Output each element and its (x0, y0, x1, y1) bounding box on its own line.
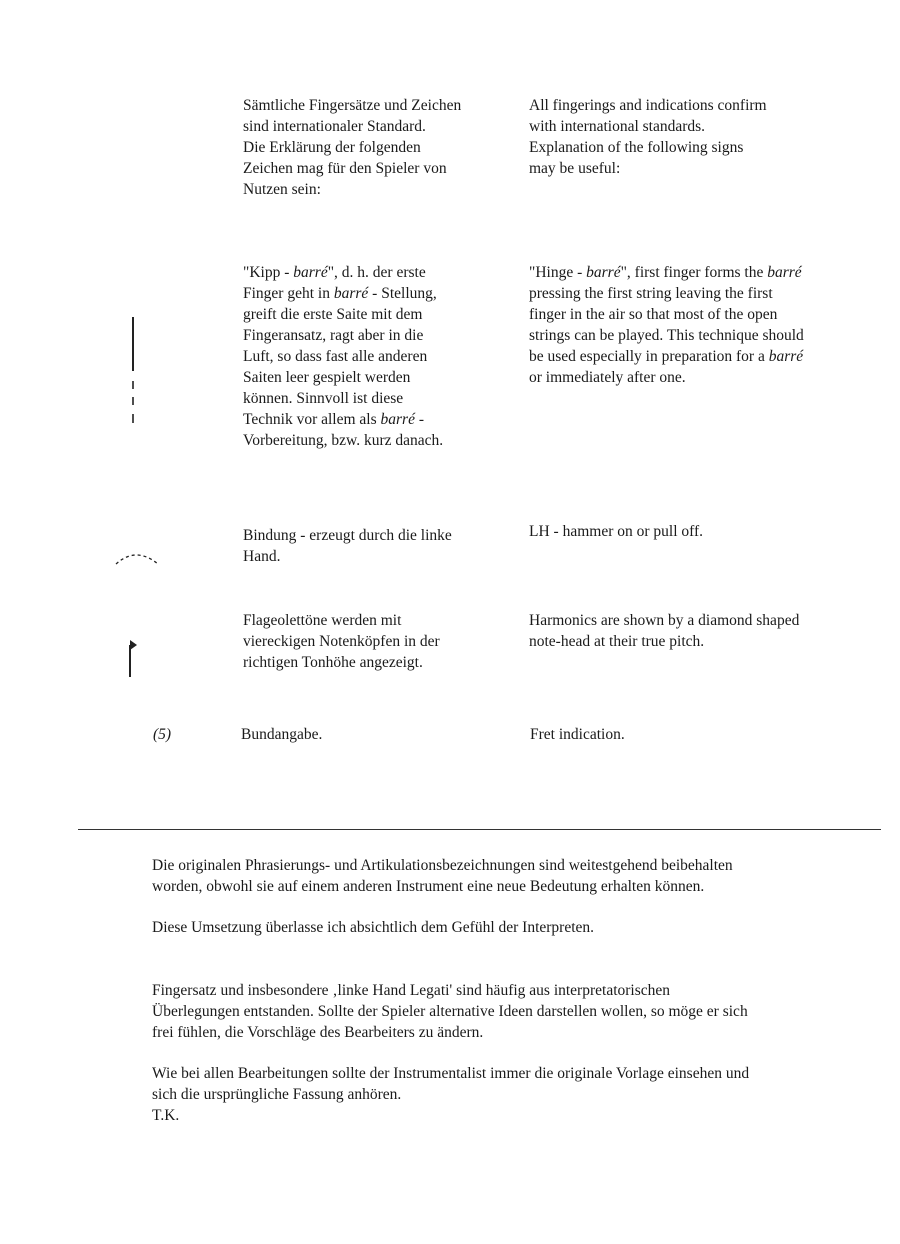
text-line: richtigen Tonhöhe angezeigt. (243, 654, 423, 671)
intro-english (529, 95, 864, 179)
text-line: sind internationaler Standard. (243, 118, 426, 135)
text-line: Diese Umsetzung überlasse ich absichtlich dem Gefühl der Interpreten. (152, 919, 595, 936)
text-line: Überlegungen entstanden. Sollte der Spieler alternative Ideen darstellen wollen, so möge er sich (152, 1003, 748, 1020)
text-line: with international standards. (529, 118, 706, 135)
note-paragraph-1 (152, 855, 872, 897)
text-line: frei fühlen, die Vorschläge des Bearbeiters zu ändern. (152, 1024, 484, 1041)
note-paragraph-4 (152, 1063, 872, 1126)
text-line: Bindung - erzeugt durch die linke (243, 527, 452, 544)
slur-icon (112, 544, 164, 568)
text-line: Zeichen mag für den Spieler von (243, 160, 447, 177)
text-line: Finger geht in barré - Stellung, (243, 285, 437, 302)
text-line: Fingersatz und insbesondere ‚linke Hand Legati' sind häufig aus interpretatorischen (152, 982, 671, 999)
text-line: "Hinge - barré", first finger forms the barré (529, 264, 802, 281)
harmonic-note-icon (122, 637, 144, 679)
text-line: may be useful: (529, 160, 621, 177)
hinge-barre-english (529, 262, 864, 388)
fret-english: Fret indication. (530, 726, 625, 743)
text-line: finger in the air so that most of the open (529, 306, 778, 323)
text-line: "Kipp - barré", d. h. der erste (243, 264, 426, 281)
text-line: sich die ursprüngliche Fassung anhören. (152, 1086, 402, 1103)
slur-german (243, 525, 508, 567)
text-line: Saiten leer gespielt werden (243, 369, 411, 386)
text-line: viereckigen Notenköpfen in der (243, 633, 440, 650)
text-line: Die Erklärung der folgenden (243, 139, 421, 156)
harmonics-german (243, 610, 508, 673)
text-line: Die originalen Phrasierungs- und Artikulationsbezeichnungen sind weitestgehend beibehalten (152, 857, 733, 874)
text-line: Nutzen sein: (243, 181, 321, 198)
hinge-barre-icon (122, 315, 142, 427)
text-line: können. Sinnvoll ist diese (243, 390, 404, 407)
text-line: LH - hammer on or pull off. (529, 523, 704, 540)
text-line: Fingeransatz, ragt aber in die (243, 327, 424, 344)
text-line: or immediately after one. (529, 369, 686, 386)
text-line: Explanation of the following signs (529, 139, 744, 156)
fret-german: Bundangabe. (241, 726, 323, 743)
text-line: Sämtliche Fingersätze und Zeichen (243, 97, 462, 114)
text-line: Luft, so dass fast alle anderen (243, 348, 428, 365)
signature: T.K. (152, 1107, 180, 1124)
intro-german (243, 95, 508, 200)
fret-symbol: (5) (153, 726, 172, 743)
harmonics-english (529, 610, 864, 652)
slur-english (529, 521, 864, 542)
text-line: All fingerings and indications confirm (529, 97, 767, 114)
text-line: pressing the first string leaving the first (529, 285, 773, 302)
text-line: Hand. (243, 548, 281, 565)
text-line: Harmonics are shown by a diamond shaped (529, 612, 800, 629)
text-line: worden, obwohl sie auf einem anderen Instrument eine neue Bedeutung erhalten können. (152, 878, 705, 895)
text-line: Wie bei allen Bearbeitungen sollte der Instrumentalist immer die originale Vorlage einsehen und (152, 1065, 750, 1082)
text-line: Flageolettöne werden mit (243, 612, 402, 629)
text-line: note-head at their true pitch. (529, 633, 705, 650)
text-line: strings can be played. This technique should (529, 327, 804, 344)
hinge-barre-german (243, 262, 508, 451)
text-line: Technik vor allem als barré - (243, 411, 425, 428)
note-paragraph-2 (152, 917, 872, 938)
text-line: be used especially in preparation for a barré (529, 348, 804, 365)
note-paragraph-3 (152, 980, 872, 1043)
text-line: Vorbereitung, bzw. kurz danach. (243, 432, 444, 449)
text-line: greift die erste Saite mit dem (243, 306, 423, 323)
divider (78, 829, 881, 830)
